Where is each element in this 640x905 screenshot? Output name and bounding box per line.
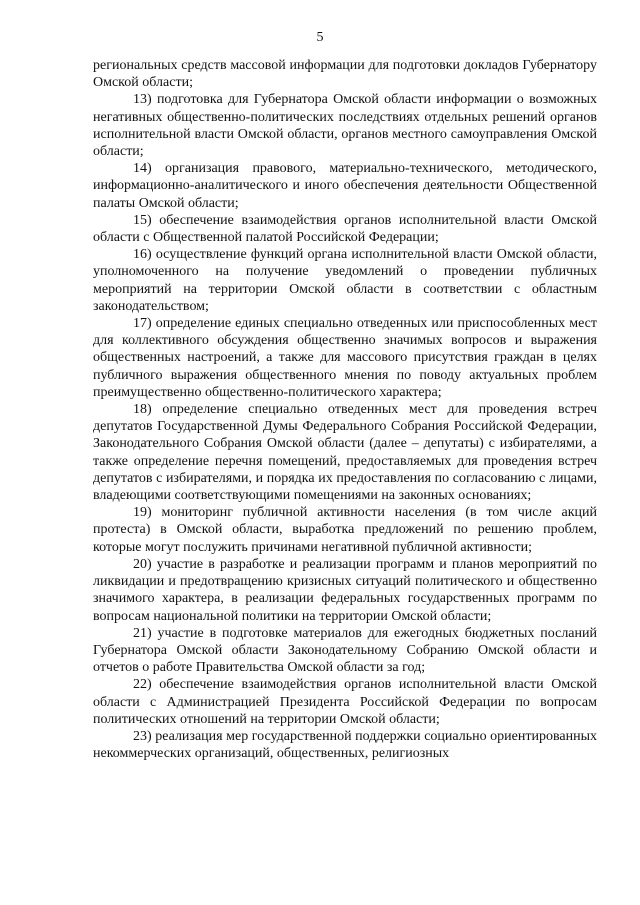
paragraph-item-23: 23) реализация мер государственной поддержки социально ориентированных некоммерческих организаций, общественных, религиозных xyxy=(93,728,597,762)
paragraph-item-19: 19) мониторинг публичной активности населения (в том числе акций протеста) в Омской области, выработка предложений по решению проблем, которые могут послужить причинами негативной публичной активности; xyxy=(93,505,597,555)
paragraph-item-15: 15) обеспечение взаимодействия органов исполнительной власти Омской области с Общественной палатой Российской Федерации; xyxy=(93,212,597,246)
paragraph-item-20: 20) участие в разработке и реализации программ и планов мероприятий по ликвидации и предотвращению кризисных ситуаций политического и общественно значимого характера, в реализации федеральных государственных программ по вопросам национальной политики на территории Омской области; xyxy=(93,556,597,624)
paragraph-item-17: 17) определение единых специально отведенных или приспособленных мест для коллективного обсуждения общественно значимых вопросов и выражения общественных настроений, а также для массового присутствия граждан в целях публичного выражения общественного мнения по поводу актуальных проблем преимущественно общественно-политического характера; xyxy=(93,316,597,400)
paragraph-item-13: 13) подготовка для Губернатора Омской области информации о возможных негативных общественно-политических последствиях отдельных решений органов исполнительной власти Омской области, органов местного самоуправления Омской области; xyxy=(93,92,597,160)
document-body xyxy=(93,57,597,762)
paragraph-item-22: 22) обеспечение взаимодействия органов исполнительной власти Омской области с Администрацией Президента Российской Федерации по вопросам политических отношений на территории Омской области; xyxy=(93,677,597,727)
paragraph-continuation: региональных средств массовой информации для подготовки докладов Губернатору Омской области; xyxy=(93,58,597,91)
paragraph-item-16: 16) осуществление функций органа исполнительной власти Омской области, уполномоченного на получение уведомлений о проведении публичных мероприятий на территории Омской области в соответствии с областным законодательством; xyxy=(93,247,597,314)
page-number: 5 xyxy=(316,30,324,45)
paragraph-item-21: 21) участие в подготовке материалов для ежегодных бюджетных посланий Губернатора Омской области Законодательному Собранию Омской области и отчетов о работе Правительства Омской области за год; xyxy=(93,625,597,676)
paragraph-item-14: 14) организация правового, материально-технического, методического, информационно-аналитического и иного обеспечения деятельности Общественной палаты Омской области; xyxy=(93,161,597,211)
paragraph-item-18: 18) определение специально отведенных мест для проведения встреч депутатов Государственной Думы Федерального Собрания Российской Федерации, Законодательного Собрания Омской области (далее – депутаты) с избирателями, а также определение перечня помещений, предоставляемых для проведения встреч депутатов с избирателями, и порядка их предоставления по согласованию с лицами, владеющими соответствующими помещениями на законных основаниях; xyxy=(93,402,597,504)
